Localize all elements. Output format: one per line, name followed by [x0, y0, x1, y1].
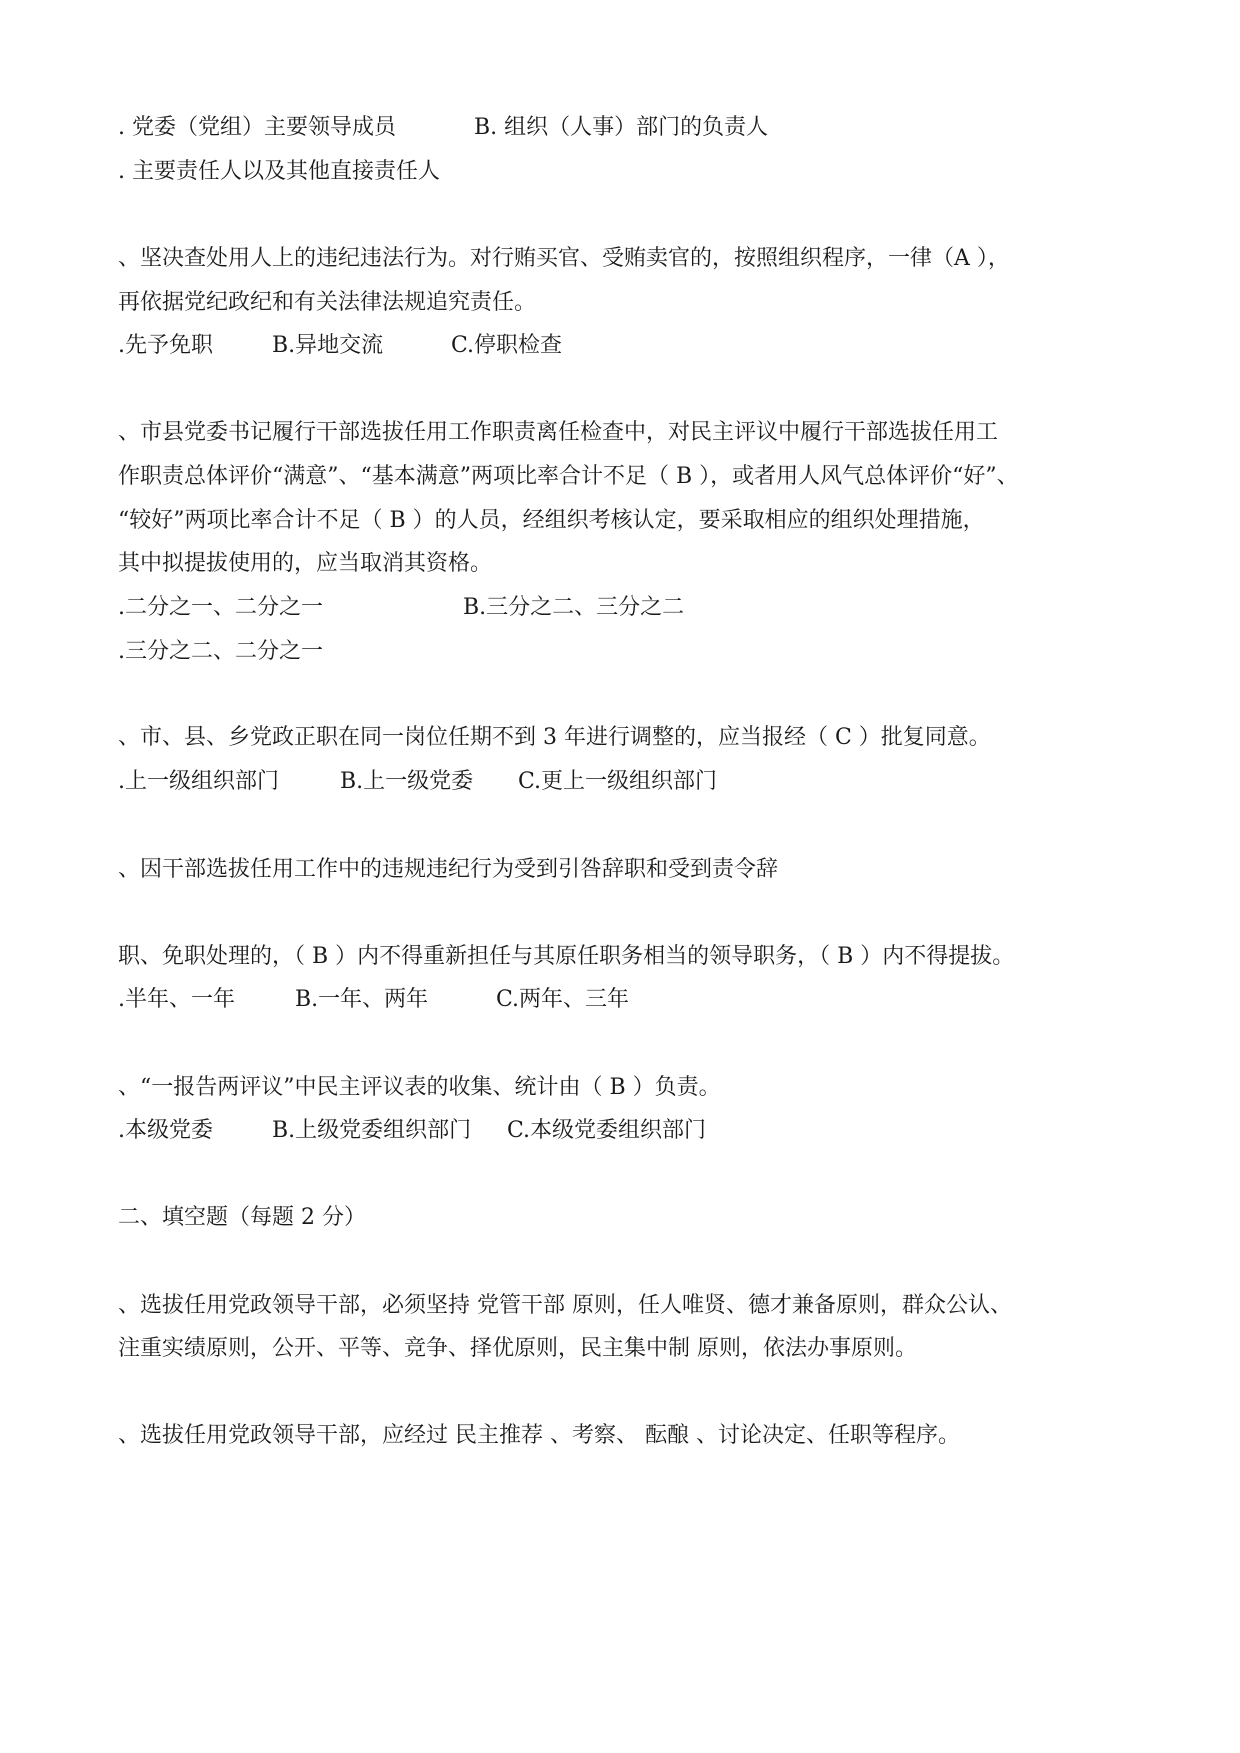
question-4-stem-line-2: 职、免职处理的，（ B ）内不得重新担任与其原任职务相当的领导职务，（ B ）内不得提拔。 [118, 944, 1015, 969]
option-b: B.上一级党委 [340, 769, 474, 794]
option-c: C.两年、三年 [496, 987, 630, 1012]
option-a: .上一级组织部门 [118, 769, 279, 794]
option-a: .先予免职 [118, 333, 213, 358]
question-2-stem-line-1: 、市县党委书记履行干部选拔任用工作职责离任检查中，对民主评议中履行干部选拔任用工 [118, 420, 999, 445]
question-1-stem-line-2: 再依据党纪政纪和有关法律法规追究责任。 [118, 290, 537, 315]
option-b: B.一年、两年 [295, 987, 429, 1012]
option-c: C.停职检查 [451, 333, 563, 358]
question-1-stem-line-1: 、坚决查处用人上的违纪违法行为。对行贿买官、受贿卖官的，按照组织程序，一律（A ）， [118, 246, 1010, 271]
option-b: B. 组织（人事）部门的负责人 [474, 115, 769, 140]
section-2-heading: 二、填空题（每题 2 分） [118, 1205, 366, 1230]
prev-question-option-c: . 主要责任人以及其他直接责任人 [118, 159, 440, 184]
question-4-stem-line-1: 、因干部选拔任用工作中的违规违纪行为受到引咎辞职和受到责令辞 [118, 857, 779, 882]
question-2-stem-line-4: 其中拟提拔使用的，应当取消其资格。 [118, 551, 493, 576]
fill-question-2-line-1: 、选拔任用党政领导干部，应经过 民主推荐 、考察、 酝酿 、讨论决定、任职等程序。 [118, 1423, 960, 1448]
question-2-option-c: .三分之二、二分之一 [118, 639, 323, 664]
option-c: C.本级党委组织部门 [507, 1118, 707, 1143]
option-a: .二分之一、二分之一 [118, 595, 323, 620]
fill-question-1-line-2: 注重实绩原则，公开、平等、竞争、择优原则，民主集中制 原则，依法办事原则。 [118, 1336, 917, 1361]
option-a: .半年、一年 [118, 987, 235, 1012]
option-b: B.上级党委组织部门 [272, 1118, 472, 1143]
fill-question-1-line-1: 、选拔任用党政领导干部，必须坚持 党管干部 原则，任人唯贤、德才兼备原则，群众公认、 [118, 1293, 1012, 1318]
option-b: B.异地交流 [272, 333, 384, 358]
option-a: . 党委（党组）主要领导成员 [118, 115, 396, 140]
question-3-stem: 、市、县、乡党政正职在同一岗位任期不到 3 年进行调整的，应当报经（ C ）批复同意。 [118, 725, 991, 750]
option-a: .本级党委 [118, 1118, 213, 1143]
question-2-stem-line-2: 作职责总体评价“满意”、“基本满意”两项比率合计不足（ B ），或者用人风气总体评价“好”、 [118, 464, 1019, 489]
question-2-stem-line-3: “较好”两项比率合计不足（ B ）的人员，经组织考核认定，要采取相应的组织处理措施， [118, 508, 985, 533]
question-5-stem: 、“一报告两评议”中民主评议表的收集、统计由（ B ）负责。 [118, 1075, 721, 1100]
option-c: C.更上一级组织部门 [518, 769, 718, 794]
option-b: B.三分之二、三分之二 [463, 595, 685, 620]
